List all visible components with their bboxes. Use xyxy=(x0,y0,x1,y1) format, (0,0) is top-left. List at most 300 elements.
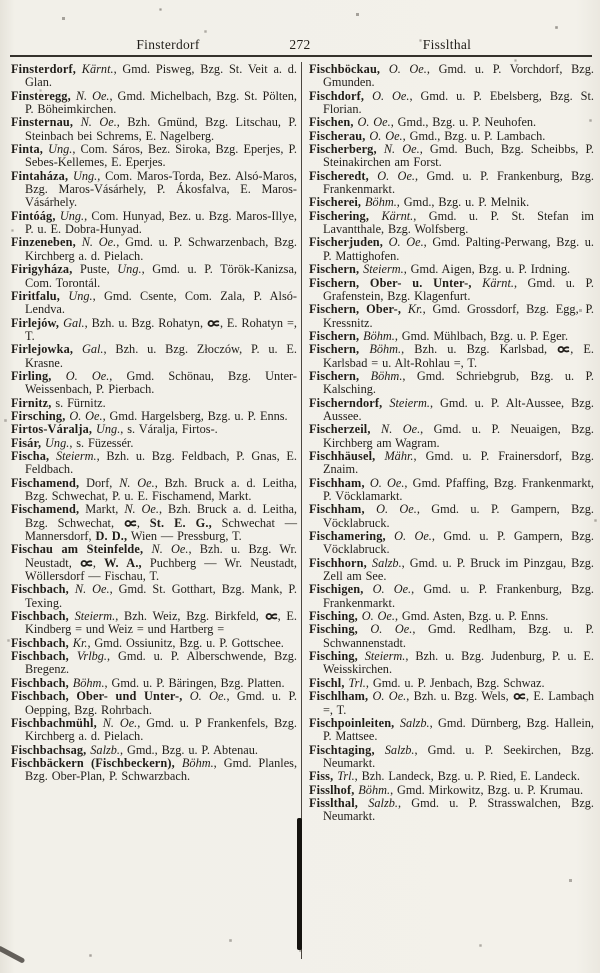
entry-text: , Gmd. Redlham, Bzg. u. P. Schwannenstadt. xyxy=(323,622,594,650)
region-abbr: N. Oe. xyxy=(102,715,138,730)
region-abbr: Ung. xyxy=(45,435,70,450)
entry-headword: Fischerndorf, xyxy=(309,395,383,410)
entry xyxy=(11,370,297,397)
entry-headword: Fischamend, xyxy=(11,475,80,490)
entry-text: , Gmd. u. P. Seekirchen, Bzg. Neumarkt. xyxy=(323,742,594,770)
entry-text: , Bzh. u. Bzg. Wels, xyxy=(406,689,513,704)
entry xyxy=(11,63,297,90)
region-abbr: Steierm. xyxy=(389,395,430,410)
region-abbr: Ung. xyxy=(48,142,73,157)
entry xyxy=(309,477,594,504)
entry xyxy=(309,170,594,197)
region-abbr: Böhm. xyxy=(181,755,214,770)
entry xyxy=(11,263,297,290)
entry xyxy=(11,290,297,317)
entry-text: , Gmd. Pfaffing, Bzg. Frankenmarkt, P. Vöcklamarkt. xyxy=(323,475,594,503)
entry-headword: Fischlham, xyxy=(309,689,369,704)
entry-headword: Fisching, xyxy=(309,649,358,664)
entry xyxy=(309,623,594,650)
entry-text: , Bzh. u. Bzg. Feldbach, P. Gnas, E. Feldbach. xyxy=(25,448,297,477)
entry xyxy=(11,677,297,690)
entry-text: , Gmd., Bzg. u. P. Neuhofen. xyxy=(390,115,537,130)
entry xyxy=(11,690,297,717)
entry-text: , Gmd. u. P. Ebelsberg, Bzg. St. Florian. xyxy=(323,88,594,117)
entry-text: , Gmd. u. P. St. Stefan im Lavantthale, Bzg. Wolfsberg. xyxy=(323,208,594,237)
entry-text: , Bzh. Bruck a. d. Leitha, Bzg. Schwechat, P. u. E. Fischamend, Markt. xyxy=(25,475,297,503)
entry-text: , Gmd. u. P. Gampern, Bzg. Vöcklabruck. xyxy=(323,529,594,557)
entry xyxy=(309,116,594,129)
region-abbr: Mähr. xyxy=(384,448,414,463)
entry-text xyxy=(375,743,385,757)
entry-headword: Fischering, xyxy=(309,208,370,223)
region-abbr: Salzb. xyxy=(90,742,121,757)
entry-text: , E. Lambach =, T. xyxy=(323,689,595,717)
entry xyxy=(11,397,297,410)
entry-headword: Fintóág, xyxy=(11,208,56,223)
entry-text xyxy=(73,115,80,129)
region-abbr: Trl. xyxy=(337,769,355,784)
entry xyxy=(309,303,594,330)
entry-text xyxy=(472,276,483,290)
entry-text: Markt, xyxy=(79,502,125,517)
entry-headword: Firigyháza, xyxy=(11,262,73,277)
entry-text: , Gmd. Asten, Bzg. u. P. Enns. xyxy=(394,609,549,624)
entry xyxy=(309,263,594,276)
entry-headword: Fischamend, xyxy=(11,502,80,517)
entry xyxy=(11,210,297,237)
entry-text: , Bzh. Gmünd, Bzg. Litschau, P. Steinbach bei Schrems, E. Nagelberg. xyxy=(25,115,297,143)
entry-text: , Gmd. u. P. Oepping, Bzg. Rohrbach. xyxy=(25,689,297,717)
entry xyxy=(309,210,594,237)
entry-text: , Gmd., Bzg. u. P. Abtenau. xyxy=(120,742,258,757)
entry-text: Puchberg — Wr. Neustadt, Wöllersdorf — Fischau, T. xyxy=(25,555,298,584)
entry-text: , Gmd., Bzg. u. P. Lambach. xyxy=(402,128,546,143)
entry-headword: Fischbach, xyxy=(11,582,69,597)
entry xyxy=(309,196,594,209)
entry xyxy=(11,343,297,370)
region-abbr: Steierm. xyxy=(364,649,406,664)
entry-headword: Firlejowka, xyxy=(11,342,74,357)
entry xyxy=(309,423,594,450)
region-abbr: Böhm. xyxy=(365,195,397,210)
entry-text: , Gmd. u. P. Frankenburg, Bzg. Frankenmarkt. xyxy=(323,168,594,197)
entry xyxy=(11,116,297,143)
region-abbr: Steierm. xyxy=(363,262,404,277)
region-abbr: O. Oe. xyxy=(370,622,413,637)
entry xyxy=(309,90,594,117)
entry-headword: Fischerei, xyxy=(309,195,362,210)
entry-text xyxy=(363,582,372,596)
entry-headword: Finta, xyxy=(11,142,43,157)
region-abbr: Böhm. xyxy=(72,675,105,690)
region-abbr: O. Oe. xyxy=(189,689,227,704)
entry-headword: Fischerberg, xyxy=(309,142,377,157)
entry-text: Wien — Pressburg, T. xyxy=(127,529,242,544)
entry-headword: Fischdorf, xyxy=(309,88,365,103)
region-abbr: O. Oe. xyxy=(372,582,412,597)
entry xyxy=(11,143,297,170)
entry-text xyxy=(69,649,77,663)
entry-text: , Gmd. u. P. Alt-Aussee, Bzg. Aussee. xyxy=(323,395,594,423)
entry-text: , Gmd. Planles, Bzg. Ober-Plan, P. Schwarzbach. xyxy=(25,755,298,784)
entry-text: , s. Váralja, Firtos-. xyxy=(120,422,218,437)
entry-text: , Gmd. u. P. Frainersdorf, Bzg. Znaim. xyxy=(323,448,595,477)
entry-text xyxy=(358,796,368,810)
entry-text xyxy=(401,302,408,316)
region-abbr: O. Oe. xyxy=(376,502,417,517)
region-abbr: N. Oe. xyxy=(81,235,117,250)
entry-headword: Fischpoinleiten, xyxy=(309,715,395,730)
entry xyxy=(309,557,594,584)
entry-headword: Fisching, xyxy=(309,609,358,624)
entry-text: , Bzh. Weiz, Bzg. Birkfeld, xyxy=(115,609,265,624)
entry-text: , Gmd. u. P. Grafenstein, Bzg. Klagenfurt. xyxy=(323,275,595,303)
entry-text: , Gmd. Mühlbach, Bzg. u. P. Eger. xyxy=(394,328,569,343)
entry-text: , Gmd. Schönau, Bzg. Unter-Weissenbach, P. Pierbach. xyxy=(25,368,297,397)
region-abbr: Vrlbg. xyxy=(76,649,107,664)
region-abbr: Ung. xyxy=(73,168,98,183)
entry-headword: Fischigen, xyxy=(309,582,364,597)
entry-text: Dorf, xyxy=(79,475,120,490)
entry-headword: Fischtaging, xyxy=(309,742,375,757)
entry-headword: Fischerau, xyxy=(309,128,366,143)
region-abbr: N. Oe. xyxy=(80,115,117,130)
region-abbr: Salzb. xyxy=(384,742,415,757)
entry-headword: Fischhäusel, xyxy=(309,448,376,463)
region-abbr: Trl. xyxy=(348,675,366,690)
column-right xyxy=(309,63,594,824)
entry-text xyxy=(364,89,372,103)
entry-text: , Gmd. Mirkowitz, Bzg. u. P. Krumau. xyxy=(390,782,584,797)
post-horn-icon xyxy=(557,342,570,356)
entry-headword: Firlejów, xyxy=(11,315,60,330)
region-abbr: O. Oe. xyxy=(372,88,410,103)
entry-text: , Gmd. u. P. Strasswalchen, Bzg. Neumarkt. xyxy=(323,795,594,824)
ink-blob-artifact xyxy=(297,818,302,950)
entry xyxy=(11,717,297,744)
entry-text: , Bzh. u. Bzg. Wr. Neustadt, xyxy=(25,542,297,570)
entry xyxy=(11,583,297,610)
entry xyxy=(309,503,594,530)
entry-text: , Gmd. u. P Frankenfels, Bzg. Kirchberg a. d. Pielach. xyxy=(25,715,297,744)
entry-text xyxy=(359,342,369,356)
region-abbr: N. Oe. xyxy=(151,542,189,557)
entry xyxy=(309,784,594,797)
region-abbr: O. Oe. xyxy=(361,609,395,624)
entry-text: , Bzh. Bruck a. d. Leitha, Bzg. Schwechat, xyxy=(25,502,297,530)
entry-headword: Fischen, xyxy=(309,115,354,130)
entry xyxy=(11,503,297,543)
entry-text xyxy=(358,649,365,663)
entry-text: , Gmd. Palting-Perwang, Bzg. u. P. Mattighofen. xyxy=(323,235,594,263)
entry-text: , Gmd. u. P. Jenbach, Bzg. Schwaz. xyxy=(365,675,545,690)
region-abbr: O. Oe. xyxy=(369,475,405,490)
entry xyxy=(309,744,594,771)
entry xyxy=(309,650,594,677)
entry-headword: Fisslhof, xyxy=(309,782,355,797)
entry xyxy=(309,770,594,783)
entry-text: , Gmd. u. P. Schwarzenbach, Bzg. Kirchberg a. d. Pielach. xyxy=(25,235,298,263)
entry xyxy=(309,677,594,690)
entry-headword: Firling, xyxy=(11,368,52,383)
entry xyxy=(11,543,297,583)
region-abbr: Gal. xyxy=(81,342,104,357)
entry-text: , E. Karlsbad = u. Alt-Rohlau =, T. xyxy=(323,342,594,370)
entry-text xyxy=(359,369,370,383)
region-abbr: Ung. xyxy=(68,288,93,303)
entry-text xyxy=(365,502,376,516)
entry xyxy=(309,277,594,304)
entry-headword: Firtos-Váralja, xyxy=(11,422,93,437)
region-abbr: O. Oe. xyxy=(369,128,403,143)
entry-headword: Fischbachsag, xyxy=(11,742,87,757)
entry-text: , Gmd. u. P. Bäringen, Bzg. Platten. xyxy=(104,675,285,690)
entry-headword: St. E. G., xyxy=(149,515,212,530)
entry-headword: W. A., xyxy=(104,555,142,570)
entry-text: , Com. Maros-Torda, Bez. Alsó-Maros, Bzg. Maros-Vásárhely, P. Ákosfalva, E. Maros-Vásárhely. xyxy=(25,168,297,210)
entry-text xyxy=(51,369,65,383)
entry-headword: Fischern, xyxy=(309,368,360,383)
entry xyxy=(11,170,297,210)
entry-headword: Finzeneben, xyxy=(11,235,76,250)
entry xyxy=(309,530,594,557)
entry-headword: Fischham, xyxy=(309,475,365,490)
region-abbr: O. Oe. xyxy=(357,115,391,130)
entry-headword: Fischbach, xyxy=(11,609,69,624)
entry-text: , Gmd. u. P. Gampern, Bzg. Vöcklabruck. xyxy=(323,502,594,530)
entry xyxy=(11,317,297,344)
entry-headword: Fischamering, xyxy=(309,529,386,544)
entry-headword: D. D., xyxy=(95,529,128,544)
entry-text: , Gmd. Grossdorf, Bzg. Egg, P. Kressnitz. xyxy=(323,302,595,330)
entry-headword: Fischern, Ober-, xyxy=(309,302,402,317)
region-abbr: Ung. xyxy=(117,262,142,277)
entry xyxy=(11,477,297,504)
post-horn-icon xyxy=(80,556,93,570)
entry-text xyxy=(182,689,189,703)
entry-text xyxy=(358,622,371,636)
entry-text xyxy=(371,422,381,436)
entry xyxy=(309,63,594,90)
entry-headword: Fintaháza, xyxy=(11,168,69,183)
entry-text xyxy=(143,542,151,556)
entry-headword: Fischbach, xyxy=(11,635,69,650)
entry-text: , Com. Sáros, Bez. Siroka, Bzg. Eperjes, P. Sebes-Kellemes, E. Eperjes. xyxy=(25,142,298,170)
entry-headword: Fischern, xyxy=(309,262,360,277)
entry-text: , Gmd. Csente, Com. Zala, P. Alsó-Lendva. xyxy=(25,288,298,317)
entry-text: , E. Kindberg = und Weiz = und Hartberg = xyxy=(25,609,297,637)
entry xyxy=(309,717,594,744)
entry-text: , Gmd. Michelbach, Bzg. St. Pölten, P. Böheimkirchen. xyxy=(25,88,297,117)
entry xyxy=(309,583,594,610)
entry-text: , E. Rohatyn =, T. xyxy=(25,315,297,343)
entry-text xyxy=(49,449,56,463)
entry-text xyxy=(175,756,182,770)
entry xyxy=(309,610,594,623)
entry-headword: Fischbäckern (Fischbeckern), xyxy=(11,755,175,770)
entry-text: , Gmd. Buch, Bzg. Scheibbs, P. Steinakirchen am Forst. xyxy=(323,142,595,170)
entry xyxy=(309,343,594,370)
page-number: 272 xyxy=(289,37,311,52)
entry-text: Puste, xyxy=(72,262,118,277)
region-abbr: O. Oe. xyxy=(388,62,427,76)
region-abbr: N. Oe. xyxy=(381,422,421,437)
entry-text xyxy=(380,62,389,76)
entry-headword: Fischern, Ober- u. Unter-, xyxy=(309,275,472,290)
entry xyxy=(11,90,297,117)
entry-headword: Fischerjuden, xyxy=(309,235,384,250)
entry-text: , Gmd. u. P. Frankenburg, Bzg. Frankenmarkt. xyxy=(323,582,594,610)
region-abbr: Böhm. xyxy=(369,342,402,357)
entry-text: , Bzh. u. Bzg. Rohatyn, xyxy=(84,315,207,330)
entry-headword: Firitfalu, xyxy=(11,288,60,303)
entry-text: s. Fürnitz. xyxy=(51,395,106,410)
running-header-left: Finsterdorf xyxy=(136,37,200,52)
region-abbr: Böhm. xyxy=(370,368,403,383)
entry xyxy=(309,236,594,263)
post-horn-icon xyxy=(124,516,137,530)
entry-text: , xyxy=(136,515,150,530)
entry-headword: Fisching, xyxy=(309,622,358,637)
entry xyxy=(309,330,594,343)
entry xyxy=(309,130,594,143)
entry-text: , Gmd. u. P. Bruck im Pinzgau, Bzg. Zell am See. xyxy=(323,555,595,584)
column-left xyxy=(11,63,297,784)
entry-text: , Gmd., Bzg. u. P. Melnik. xyxy=(396,195,530,210)
entry xyxy=(11,650,297,677)
entry-headword: Fischerzeil, xyxy=(309,422,371,437)
entry xyxy=(11,450,297,477)
region-abbr: Ung. xyxy=(96,422,121,437)
header-rule xyxy=(10,55,592,57)
region-abbr: O. Oe. xyxy=(394,529,432,544)
entry-headword: Fiss, xyxy=(309,769,334,784)
region-abbr: Kr. xyxy=(72,635,88,650)
region-abbr: N. Oe. xyxy=(124,502,159,517)
entry-headword: Finsterdorf, xyxy=(11,62,76,76)
region-abbr: Ung. xyxy=(59,208,85,223)
entry xyxy=(309,397,594,424)
region-abbr: N. Oe. xyxy=(383,142,420,157)
entry-text xyxy=(377,142,384,156)
entry-headword: Fischern, xyxy=(309,328,360,343)
entry-text: , Bzh. u. Bzg. Karlsbad, xyxy=(401,342,558,357)
entry xyxy=(11,423,297,436)
entry xyxy=(11,410,297,423)
region-abbr: O. Oe. xyxy=(372,689,407,704)
region-abbr: O. Oe. xyxy=(69,408,103,423)
region-abbr: O. Oe. xyxy=(388,235,424,250)
entry-text: , Gmd. Pisweg, Bzg. St. Veit a. d. Glan. xyxy=(25,62,297,90)
entry-headword: Finsternau, xyxy=(11,115,74,130)
entry-text xyxy=(369,209,381,223)
entry-headword: Fischau am Steinfelde, xyxy=(11,542,144,557)
entry-headword: Fischeredt, xyxy=(309,168,369,183)
entry-headword: Firnitz, xyxy=(11,395,52,410)
entry-text: , Gmd. u. P. Alberschwende, Bzg. Bregenz. xyxy=(25,649,297,677)
entry-text: , Gmd. Dürnberg, Bzg. Hallein, P. Mattsee. xyxy=(323,715,595,744)
entry xyxy=(11,437,297,450)
entry-headword: Fischböckau, xyxy=(309,62,381,76)
entry xyxy=(309,143,594,170)
entry-text: , Gmd. u. P. Vorchdorf, Bzg. Gmunden. xyxy=(323,62,594,90)
entry-headword: Fischhorn, xyxy=(309,555,367,570)
region-abbr: N. Oe. xyxy=(75,88,110,103)
region-abbr: O. Oe. xyxy=(377,168,415,183)
region-abbr: Steierm. xyxy=(55,448,97,463)
scan-artifact-mark xyxy=(0,945,25,963)
region-abbr: Salzb. xyxy=(399,715,430,730)
entry-headword: Fischbach, Ober- und Unter-, xyxy=(11,689,183,704)
entry xyxy=(11,236,297,263)
entry-text xyxy=(73,342,82,356)
entry-text: , Gmd. Aigen, Bzg. u. P. Irdning. xyxy=(403,262,571,277)
entry-text: , Bzh. u. Bzg. Złoczów, P. u. E. Krasne. xyxy=(25,342,298,370)
entry-headword: Fischern, xyxy=(309,342,360,357)
region-abbr: N. Oe. xyxy=(119,475,155,490)
region-abbr: Salzb. xyxy=(371,555,402,570)
entry-headword: Finsteregg, xyxy=(11,88,71,103)
entry-text: , Bzh. Landeck, Bzg. u. P. Ried, E. Landeck. xyxy=(354,769,580,784)
entry-headword: Firsching, xyxy=(11,408,66,423)
entry-headword: Fisslthal, xyxy=(309,795,358,810)
entry-text: , Gmd. u. P. Török-Kanizsa, Com. Torontál. xyxy=(25,262,297,290)
entry xyxy=(309,797,594,824)
region-abbr: Gal. xyxy=(63,315,85,330)
entry-text xyxy=(386,529,394,543)
region-abbr: Kärnt. xyxy=(482,275,514,290)
region-abbr: Kärnt. xyxy=(381,208,414,223)
entry-headword: Fischa, xyxy=(11,448,50,463)
entry-headword: Fischbach, xyxy=(11,649,69,664)
running-header-right: Fisslthal xyxy=(422,37,472,52)
post-horn-icon xyxy=(265,609,278,623)
entry-headword: Fischbachmühl, xyxy=(11,715,97,730)
entry-headword: Fischl, xyxy=(309,675,345,690)
post-horn-icon xyxy=(513,689,526,703)
entry xyxy=(309,450,594,477)
paper-specks xyxy=(0,0,1,1)
entry-text: , Gmd. Schriebgrub, Bzg. u. P. Kalsching. xyxy=(323,368,595,397)
entry-text: , Gmd. Hargelsberg, Bzg. u. P. Enns. xyxy=(102,408,288,423)
entry xyxy=(11,744,297,757)
running-header xyxy=(0,37,600,55)
region-abbr: Böhm. xyxy=(358,782,391,797)
entry-text: Schwechat — Mannersdorf, xyxy=(25,515,297,544)
entry-text: , xyxy=(92,555,105,570)
entry xyxy=(11,757,297,784)
region-abbr: Kärnt. xyxy=(81,62,114,76)
entry xyxy=(11,637,297,650)
post-horn-icon xyxy=(207,316,220,330)
region-abbr: Steierm. xyxy=(74,609,116,624)
entry-text: , Bzh. u. Bzg. Judenburg, P. u. E. Weisskirchen. xyxy=(323,649,595,677)
region-abbr: Böhm. xyxy=(363,328,395,343)
entry-headword: Fischbach, xyxy=(11,675,69,690)
entry-headword: Fisár, xyxy=(11,435,42,450)
entry-text: , Com. Hunyad, Bez. u. Bzg. Maros-Illye, P. u. E. Dobra-Hunyad. xyxy=(25,208,297,237)
entry-headword: Fischham, xyxy=(309,502,365,517)
entry-text: , Gmd. u. P. Neuaigen, Bzg. Kirchberg am Wagram. xyxy=(323,422,594,450)
entry-text: , Gmd. Ossiunitz, Bzg. u. P. Gottschee. xyxy=(87,635,284,650)
region-abbr: N. Oe. xyxy=(74,582,110,597)
region-abbr: Kr. xyxy=(407,302,423,317)
entry xyxy=(11,610,297,637)
entry-text: , Gmd. St. Gotthart, Bzg. Mank, P. Texing. xyxy=(25,582,297,610)
region-abbr: O. Oe. xyxy=(65,368,110,383)
entry-text xyxy=(369,169,377,183)
entry xyxy=(309,690,594,717)
